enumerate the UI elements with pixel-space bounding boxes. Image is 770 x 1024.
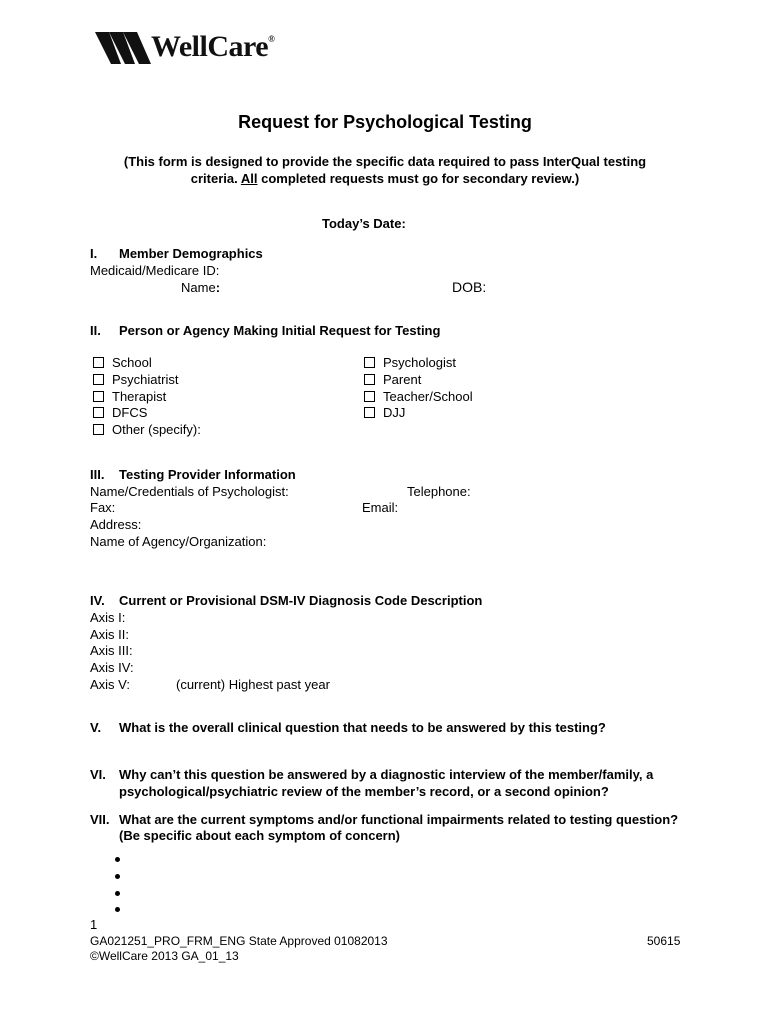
- bullet-2: [115, 867, 120, 882]
- telephone-label: Telephone:: [407, 484, 471, 499]
- checkbox[interactable]: [93, 357, 104, 368]
- axis-3-label: Axis III:: [90, 643, 133, 658]
- section-4-heading: IV. Current or Provisional DSM-IV Diagnosis Code Description: [90, 593, 483, 608]
- option-school[interactable]: School: [93, 355, 152, 370]
- footer-code: 50615: [647, 934, 681, 948]
- psychologist-label: Name/Credentials of Psychologist:: [90, 484, 289, 499]
- axis-5-label: Axis V:: [90, 677, 130, 692]
- subtitle-line-2: criteria. All completed requests must go for secondary review.): [190, 171, 580, 186]
- axis-2-label: Axis II:: [90, 627, 130, 642]
- subtitle-line-1: (This form is designed to provide the specific data required to pass InterQual testing: [123, 154, 647, 169]
- option-parent[interactable]: Parent: [364, 372, 421, 387]
- checkbox[interactable]: [364, 357, 375, 368]
- footer-form-id: GA021251_PRO_FRM_ENG State Approved 01082013: [90, 934, 388, 948]
- section-7-heading-line-2: (Be specific about each symptom of concern): [119, 828, 401, 843]
- agency-label: Name of Agency/Organization:: [90, 534, 267, 549]
- address-label: Address:: [90, 517, 142, 532]
- bullet-1: [115, 850, 120, 865]
- bullet-4: [115, 900, 120, 915]
- option-djj[interactable]: DJJ: [364, 405, 405, 420]
- wellcare-logo-text: WellCare®: [151, 30, 275, 63]
- checkbox[interactable]: [364, 391, 375, 402]
- checkbox[interactable]: [364, 374, 375, 385]
- checkbox[interactable]: [93, 374, 104, 385]
- wellcare-logo-mark-icon: [95, 30, 155, 66]
- section-3-heading: III. Testing Provider Information: [90, 467, 296, 482]
- section-1-heading: I. Member Demographics: [90, 246, 263, 261]
- fax-label: Fax:: [90, 500, 116, 515]
- page-title: Request for Psychological Testing: [238, 112, 532, 132]
- dob-label: DOB:: [452, 279, 487, 295]
- option-teacher-school[interactable]: Teacher/School: [364, 389, 473, 404]
- option-dfcs[interactable]: DFCS: [93, 405, 147, 420]
- option-psychologist[interactable]: Psychologist: [364, 355, 456, 370]
- footer-copyright: ©WellCare 2013 GA_01_13: [90, 949, 239, 963]
- section-5-heading: V. What is the overall clinical question that needs to be answered by this testing?: [90, 720, 606, 735]
- checkbox[interactable]: [93, 391, 104, 402]
- checkbox[interactable]: [364, 407, 375, 418]
- todays-date-label: Today’s Date:: [322, 216, 406, 231]
- email-label: Email:: [362, 500, 399, 515]
- bullet-3: [115, 884, 120, 899]
- member-name-label: Name:: [181, 280, 221, 295]
- axis-4-label: Axis IV:: [90, 660, 134, 675]
- wellcare-logo: [95, 30, 295, 70]
- member-id-label: Medicaid/Medicare ID:: [90, 263, 220, 278]
- axis-1-label: Axis I:: [90, 610, 126, 625]
- section-7-heading: VII. What are the current symptoms and/or functional impairments related to testing question?: [90, 812, 679, 827]
- section-2-heading: II. Person or Agency Making Initial Request for Testing: [90, 323, 441, 338]
- option-other[interactable]: Other (specify):: [93, 422, 201, 437]
- section-6-heading: VI. Why can’t this question be answered by a diagnostic interview of the member/family, a: [90, 767, 654, 782]
- page-number: 1: [90, 917, 98, 932]
- axis-5-note: (current) Highest past year: [176, 677, 330, 692]
- checkbox[interactable]: [93, 424, 104, 435]
- section-6-heading-line-2: psychological/psychiatric review of the member’s record, or a second opinion?: [119, 784, 609, 799]
- checkbox[interactable]: [93, 407, 104, 418]
- option-therapist[interactable]: Therapist: [93, 389, 166, 404]
- option-psychiatrist[interactable]: Psychiatrist: [93, 372, 178, 387]
